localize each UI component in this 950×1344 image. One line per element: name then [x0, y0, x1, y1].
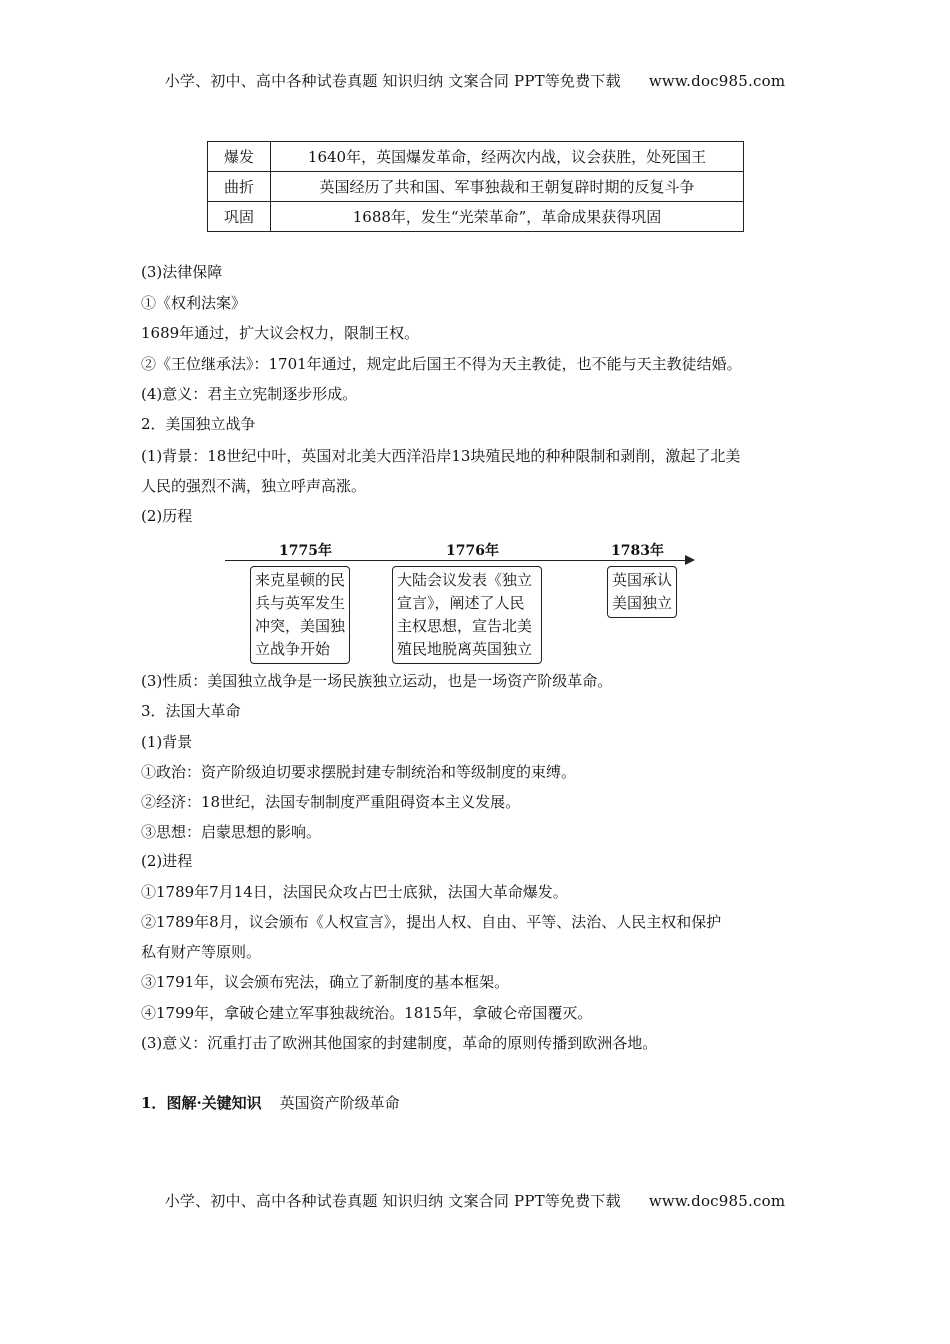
header-text: 小学、初中、高中各种试卷真题 知识归纳 文案合同 PPT等免费下载	[164, 72, 621, 90]
paragraph-line: (2)进程	[141, 852, 193, 870]
footer-url[interactable]: www.doc985.com	[648, 1192, 786, 1210]
table-cell-desc: 1640年，英国爆发革命，经两次内战，议会获胜，处死国王	[271, 142, 744, 172]
paragraph-line: ②1789年8月，议会颁布《人权宣言》，提出人权、自由、平等、法治、人民主权和保护	[141, 913, 722, 931]
timeline-axis	[225, 560, 687, 561]
paragraph-line: 人民的强烈不满，独立呼声高涨。	[141, 477, 367, 495]
paragraph-line: (1)背景	[141, 733, 193, 751]
paragraph-line: (3)性质：美国独立战争是一场民族独立运动，也是一场资产阶级革命。	[141, 672, 613, 690]
section-number: 1．	[141, 1094, 167, 1112]
paragraph-line: ①政治：资产阶级迫切要求摆脱封建专制统治和等级制度的束缚。	[141, 763, 577, 781]
paragraph-line: 2．美国独立战争	[141, 415, 256, 433]
paragraph-line: ③1791年，议会颁布宪法，确立了新制度的基本框架。	[141, 973, 510, 991]
timeline-year-1775: 1775年	[279, 543, 332, 559]
independence-war-timeline	[225, 538, 705, 658]
table-row	[208, 172, 744, 202]
section-heading	[141, 1093, 400, 1113]
timeline-event-1783	[607, 566, 677, 618]
paragraph-line: ②《王位继承法》：1701年通过，规定此后国王不得为天主教徒，也不能与天主教徒结婚。	[141, 355, 742, 373]
timeline-event-text: 兵与英军发生	[255, 594, 346, 612]
timeline-event-text: 大陆会议发表《独立	[397, 571, 533, 589]
header-url[interactable]: www.doc985.com	[648, 72, 786, 90]
section-title: 英国资产阶级革命	[279, 1094, 400, 1112]
paragraph-line: (4)意义：君主立宪制逐步形成。	[141, 385, 358, 403]
paragraph-line: 3．法国大革命	[141, 702, 241, 720]
timeline-event-text: 立战争开始	[255, 640, 331, 658]
section-label: 图解·关键知识	[166, 1094, 262, 1112]
paragraph-line: ②经济：18世纪，法国专制制度严重阻碍资本主义发展。	[141, 793, 521, 811]
timeline-event-1776	[392, 566, 542, 664]
table-cell-stage: 巩固	[208, 202, 271, 232]
timeline-event-text: 主权思想，宣告北美	[397, 617, 533, 635]
paragraph-line: (3)法律保障	[141, 263, 223, 281]
timeline-event-text: 英国承认	[612, 571, 673, 589]
timeline-year-1776: 1776年	[446, 543, 499, 559]
timeline-event-1775	[250, 566, 350, 664]
page-header	[0, 70, 950, 91]
paragraph-line: (3)意义：沉重打击了欧洲其他国家的封建制度，革命的原则传播到欧洲各地。	[141, 1034, 658, 1052]
timeline-arrow-icon	[685, 555, 695, 565]
paragraph-line: ①1789年7月14日，法国民众攻占巴士底狱，法国大革命爆发。	[141, 883, 568, 901]
timeline-event-text: 来克星顿的民	[255, 571, 346, 589]
english-revolution-table	[207, 141, 744, 232]
table-cell-desc: 英国经历了共和国、军事独裁和王朝复辟时期的反复斗争	[271, 172, 744, 202]
paragraph-line: 1689年通过，扩大议会权力，限制王权。	[141, 324, 420, 342]
page-footer	[0, 1190, 950, 1211]
timeline-event-text: 殖民地脱离英国独立	[397, 640, 533, 658]
paragraph-line: ③思想：启蒙思想的影响。	[141, 823, 322, 841]
table-cell-desc: 1688年，发生“光荣革命”，革命成果获得巩固	[271, 202, 744, 232]
table-row	[208, 142, 744, 172]
timeline-event-text: 美国独立	[612, 594, 673, 612]
paragraph-line: ④1799年，拿破仑建立军事独裁统治。1815年，拿破仑帝国覆灭。	[141, 1004, 593, 1022]
footer-text: 小学、初中、高中各种试卷真题 知识归纳 文案合同 PPT等免费下载	[164, 1192, 621, 1210]
paragraph-line: (2)历程	[141, 507, 193, 525]
table-cell-stage: 爆发	[208, 142, 271, 172]
table-row	[208, 202, 744, 232]
table-cell-stage: 曲折	[208, 172, 271, 202]
timeline-event-text: 冲突，美国独	[255, 617, 346, 635]
paragraph-line: (1)背景：18世纪中叶，英国对北美大西洋沿岸13块殖民地的种种限制和剥削，激起了北美	[141, 447, 741, 465]
timeline-event-text: 宣言》，阐述了人民	[397, 594, 525, 612]
timeline-year-1783: 1783年	[611, 543, 664, 559]
paragraph-line: ①《权利法案》	[141, 294, 247, 312]
paragraph-line: 私有财产等原则。	[141, 943, 262, 961]
